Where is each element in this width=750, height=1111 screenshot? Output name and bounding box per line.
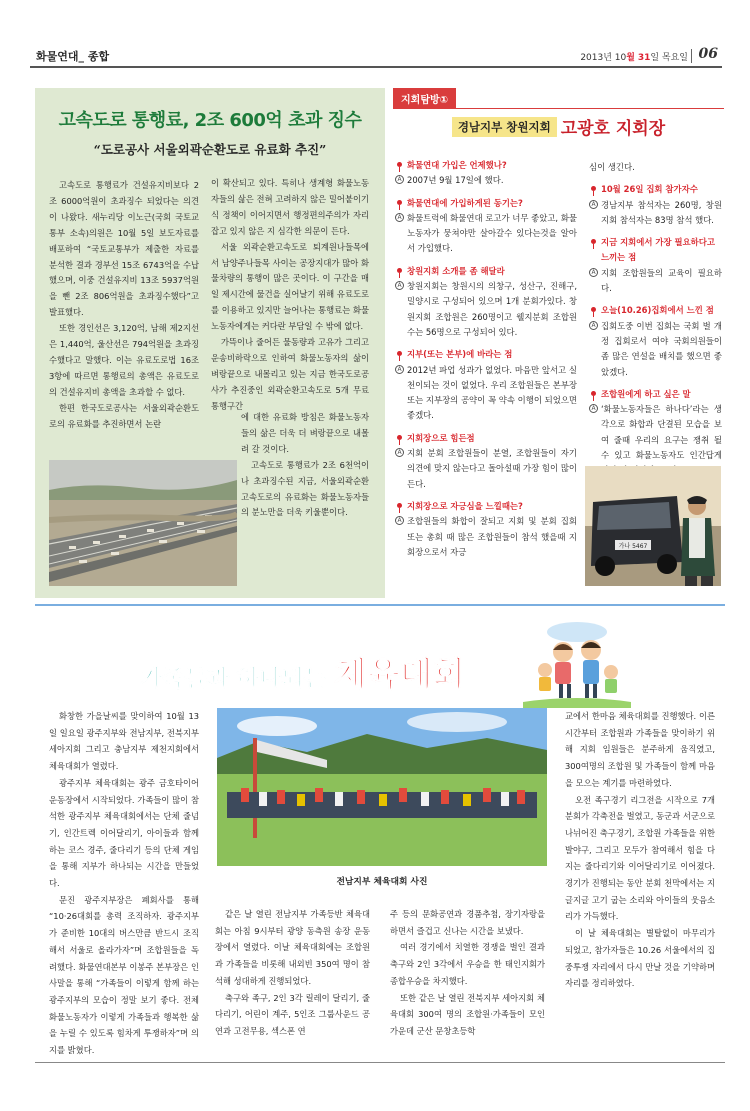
answer: A 지회 분회 조합원들이 분열, 조합원들이 자기 의견에 맞지 않는다고 돌아설때 가장 힘이 많이 든다. bbox=[395, 446, 577, 492]
article-branch-interview bbox=[393, 88, 724, 598]
answer: A 화물트럭에 화물연대 로고가 너무 좋았고, 화물노동자가 뭉쳐야만 살아갈수 있다는것을 알아서 가입했다. bbox=[395, 211, 577, 257]
article-column-right-lower bbox=[241, 410, 369, 521]
question: 화물연대에 가입하게된 동기는? bbox=[395, 196, 577, 211]
paragraph: 한편 한국도로공사는 서울외곽순환도로의 유료화를 추진하면서 논란 bbox=[49, 402, 199, 429]
interviewee-photo bbox=[585, 466, 721, 586]
answer-icon: A bbox=[589, 321, 598, 330]
interviewee-name: 고광호 지회장 bbox=[560, 119, 666, 139]
article-sports-day bbox=[35, 608, 725, 1056]
article-column-right bbox=[211, 176, 369, 415]
question: 지회장으로 힘든점 bbox=[395, 431, 577, 446]
article-column-1 bbox=[49, 708, 199, 1059]
section-label: 화물연대_ 종합 bbox=[36, 50, 110, 63]
qa-column-right bbox=[589, 160, 722, 479]
paragraph: 에 대한 유료화 방침은 화물노동자들의 삶은 더욱 더 벼랑끝으로 내몰려 갈 것이다. bbox=[241, 412, 369, 454]
highway-photo bbox=[49, 460, 237, 586]
sports-field-illustration bbox=[217, 708, 547, 866]
answer-icon: A bbox=[395, 365, 404, 374]
qa-column-left bbox=[395, 158, 577, 560]
answer-icon: A bbox=[395, 448, 404, 457]
question: 창원지회 소개를 좀 해달라 bbox=[395, 264, 577, 279]
answer-icon: A bbox=[589, 268, 598, 277]
interview-heading bbox=[393, 114, 724, 139]
answer: A 집회도중 이번 집회는 국회 벌 개정 집회로서 여야 국회의원들이 좀 많은 연설을 배치를 했으면 좋았겠다. bbox=[589, 319, 722, 380]
truck-man-illustration bbox=[585, 466, 721, 586]
answer: A 지회 조합원들의 교육이 필요하다. bbox=[589, 266, 722, 297]
banner-text: 가족들과 하나되는 체육대회 bbox=[140, 655, 466, 695]
paragraph: 교에서 한마음 체육대회를 진행했다. 이른 시간부터 조합원과 가족들을 맞이하기 위해 지회 임원들은 분주하게 움직였고, 300여명의 조합원 및 가족들이 함께 마음을 모으는 계기를 마련하였다. bbox=[565, 711, 715, 788]
section-divider bbox=[35, 604, 725, 606]
article-column-4 bbox=[565, 708, 715, 992]
paragraph: 주 등의 문화공연과 경품추첨, 장기자랑을 하면서 즐겁고 신나는 시간을 보냈다. bbox=[390, 909, 545, 936]
sports-day-banner bbox=[140, 642, 535, 702]
question: 지부(또는 본부)에 바라는 점 bbox=[395, 347, 577, 362]
paragraph: 여러 경기에서 치열한 경쟁을 벌인 결과 축구와 2인 3각에서 우승을 한 태인지회가 종합우승을 차지했다. bbox=[390, 942, 545, 986]
answer-icon: A bbox=[395, 516, 404, 525]
paragraph: 고속도로 통행료가 2조 6천억이나 초과징수된 지금, 서울외곽순환고속도로의 유료화는 화물노동자들의 분노만을 더욱 키울뿐이다. bbox=[241, 459, 369, 518]
question: 지회장으로 자긍심을 느낄때는? bbox=[395, 499, 577, 514]
article-column-left bbox=[49, 178, 199, 433]
issue-date: 2013년 10월 31일 목요일 bbox=[580, 53, 688, 63]
paragraph: 화창한 가을날씨를 맞이하여 10월 13일 일요일 광주지부와 전남지부, 전북지부 세아지회 그리고 충남지부 제천지회에서 체육대회가 열렸다. bbox=[49, 711, 199, 772]
article-column-3 bbox=[390, 906, 545, 1040]
photo-caption: 전남지부 체육대회 사진 bbox=[336, 877, 428, 887]
question: 오늘(10.26)집회에서 느낀 점 bbox=[589, 303, 722, 318]
answer-icon: A bbox=[395, 175, 404, 184]
family-illustration bbox=[523, 616, 631, 708]
paragraph: 또한 같은 날 열린 전북지부 세아지회 체육대회 300여 명의 조합원·가족들이 모인 가운데 군산 문창초등학 bbox=[390, 992, 545, 1036]
answer: A 창원지회는 창원시의 의창구, 성산구, 진해구, 밀양시로 구성되어 있으며 1개 분회가있다. 창원지회 조합원은 260명이고 웰지분회 조합원수는 56명으로 구성되어 있다. bbox=[395, 279, 577, 340]
branch-visit-tag: 지회탐방① bbox=[393, 88, 456, 109]
truck-plate: 가나 5467 bbox=[618, 543, 648, 550]
question: 조합원에게 하고 싶은 말 bbox=[589, 387, 722, 402]
paragraph: 광주지부 체육대회는 광주 금호타이어 운동장에서 시작되었다. 가족들이 많이 참석한 광주지부 체육대회에서는 단체 줄넘기, 인간트렉 이어달리기, 아이들과 함께 하는 코스 경주, 줄다리기 등의 단체 게임을 통해 지부가 하나되는 시간을 만들었다. bbox=[49, 777, 199, 889]
paragraph: 이 날 체육대회는 별탈없이 마무리가 되었고, 참가자들은 10.26 서울에서의 집중투쟁 자리에서 다시 만날 것을 기약하며 자리를 정리하였다. bbox=[565, 928, 715, 989]
answer-icon: A bbox=[395, 213, 404, 222]
question: 화물연대 가입은 언제했나? bbox=[395, 158, 577, 173]
divider bbox=[393, 108, 724, 109]
page-bottom-rule bbox=[35, 1062, 725, 1063]
answer-icon: A bbox=[589, 404, 598, 413]
sports-event-photo bbox=[217, 708, 547, 866]
article-title: 고속도로 통행료, 2조 600억 초과 징수 bbox=[58, 110, 362, 131]
paragraph: 가뜩이나 줄어든 물동량과 고유가 그리고 운송비하락으로 인하여 화물노동자의 삶이 벼랑끝으로 내몰리고 있는 지금 한국도로공사가 추진중인 외곽순환고속도로 5개 무료통행구간 bbox=[211, 337, 369, 411]
answer: A 2012년 파업 성과가 없었다. 마음만 앞서고 실천이되는 것이 없었다. 우리 조합원들은 본부장 또는 지부장의 공약이 꼭 약속 이행이 되었으면 좋겠다. bbox=[395, 363, 577, 424]
paragraph: 오전 족구경기 리그전을 시작으로 7개 분회가 각축전을 벌였고, 동군과 서군으로 나뉘어진 축구경기, 조합원 가족들을 위한 발야구, 그리고 모두가 참여해서 힘을 다지는 줄다리기와 이어달리기로 이어졌다. 경기가 진행되는 동안 분회 천막에서는 지글지글 고기 굽는 소리와 아이들의 웃음소리가 가득했다. bbox=[565, 794, 715, 922]
question: 지금 지회에서 가장 필요하다고 느끼는 점 bbox=[589, 235, 722, 266]
paragraph: 또한 경인선은 3,120억, 남해 제2지선은 1,440억, 울산선은 794억원을 초과징수했다고 말했다. 이는 유료도로법 16조 3항에 따르면 통행료의 총액은 유료도로의 건설유지비 총액을 초과할 수 없다. bbox=[49, 323, 199, 397]
answer-continued: 심이 생긴다. bbox=[589, 162, 635, 172]
answer: A 경남지부 참석자는 260명, 창원지회 참석자는 83명 참석 했다. bbox=[589, 198, 722, 229]
paragraph: 이 확산되고 있다. 특히나 생계형 화물노동자들의 삶은 전혀 고려하지 않은 밀어붙이기식 정책이 이어지면서 행정편의주의가 자리잡고 있지 않은 지 심각한 의문이 든다. bbox=[211, 178, 369, 236]
paragraph: 같은 날 열린 전남지부 가족등반 체육대회는 아침 9시부터 광양 동측원 송장 운동장에서 열렸다. 이날 체육대회에는 조합원과 가족들을 비롯해 내외빈 350여 명이 참석해 성대하게 진행되었다. bbox=[215, 909, 370, 986]
answer: A 조합원들의 화합이 잘되고 지회 및 분회 집회 또는 총회 때 많은 조합원들이 참석 했을때 지회장으로서 자긍 bbox=[395, 514, 577, 560]
paragraph: 축구와 족구, 2인 3각 릴레이 달리기, 줄다리기, 어린이 계주, 5인조 그룹사운드 공연과 고전무용, 섹스폰 연 bbox=[215, 992, 370, 1036]
article-subtitle: “도로공사 서울외곽순환도로 유료화 추진” bbox=[93, 142, 327, 157]
article-toll-fee bbox=[35, 88, 385, 598]
highway-illustration bbox=[49, 460, 237, 586]
answer-icon: A bbox=[395, 281, 404, 290]
paragraph: 서울 외곽순환고속도로 퇴계원나들목에서 남양주나들목 사이는 공장지대가 많아 화물차량의 통행이 많은 곳이다. 이 구간을 매일 제시간에 물건을 실어날기 위해 유료도로를 이용하고 있지만 늘어나는 통행료는 화물노동자에게는 커다란 부담일 수 밖에 없다. bbox=[211, 241, 369, 332]
question: 10월 26일 집회 참가자수 bbox=[589, 182, 722, 197]
answer: A ‘화물노동자들은 하나다’라는 생각으로 화합과 단결된 모습을 보여 줄때 우리의 요구는 쟁취 될 수 있고 화물노동자도 인간답게 bbox=[589, 402, 722, 478]
paragraph: 문진 광주지부장은 폐회사를 통해 “10·26대회를 총력 조직하자. 광주지부가 준비한 10대의 버스만큼 반드시 조직해서 서울로 올라가자”며 조합원들을 독려했다. 화물연대본부 이봉주 본부장은 인사말을 통해 “가족들이 이렇게 함께 하는 광주지부의 모습이 정말 보기 좋다. 전체 화물노동자가 이렇게 가족들과 행복한 삶을 누릴 수 있도록 힘차게 투쟁하자”며 의지를 밝혔다. bbox=[49, 894, 199, 1056]
branch-name-chip: 경남지부 창원지회 bbox=[452, 117, 557, 137]
paragraph: 고속도로 통행료가 건설유지비보다 2조 6000억원이 초과징수 되었다는 의견이 나왔다. 새누리당 이노근(국회 국토교통부 소속)의원은 10월 5일 보도자료를 배포하여 “국토교통부가 제출한 자료를 분석한 결과 경부선 15조 6743억을 수납했으며, 이중 건설유지비 13조 5937억원을 뺀 2조 806억원을 초과징수했다”고 발표했다. bbox=[49, 180, 199, 318]
answer: A 2007년 9월 17일에 했다. bbox=[395, 173, 577, 188]
answer-icon: A bbox=[589, 200, 598, 209]
article-column-2 bbox=[215, 906, 370, 1040]
page-header bbox=[30, 44, 722, 68]
page-number: 06 bbox=[698, 46, 718, 62]
